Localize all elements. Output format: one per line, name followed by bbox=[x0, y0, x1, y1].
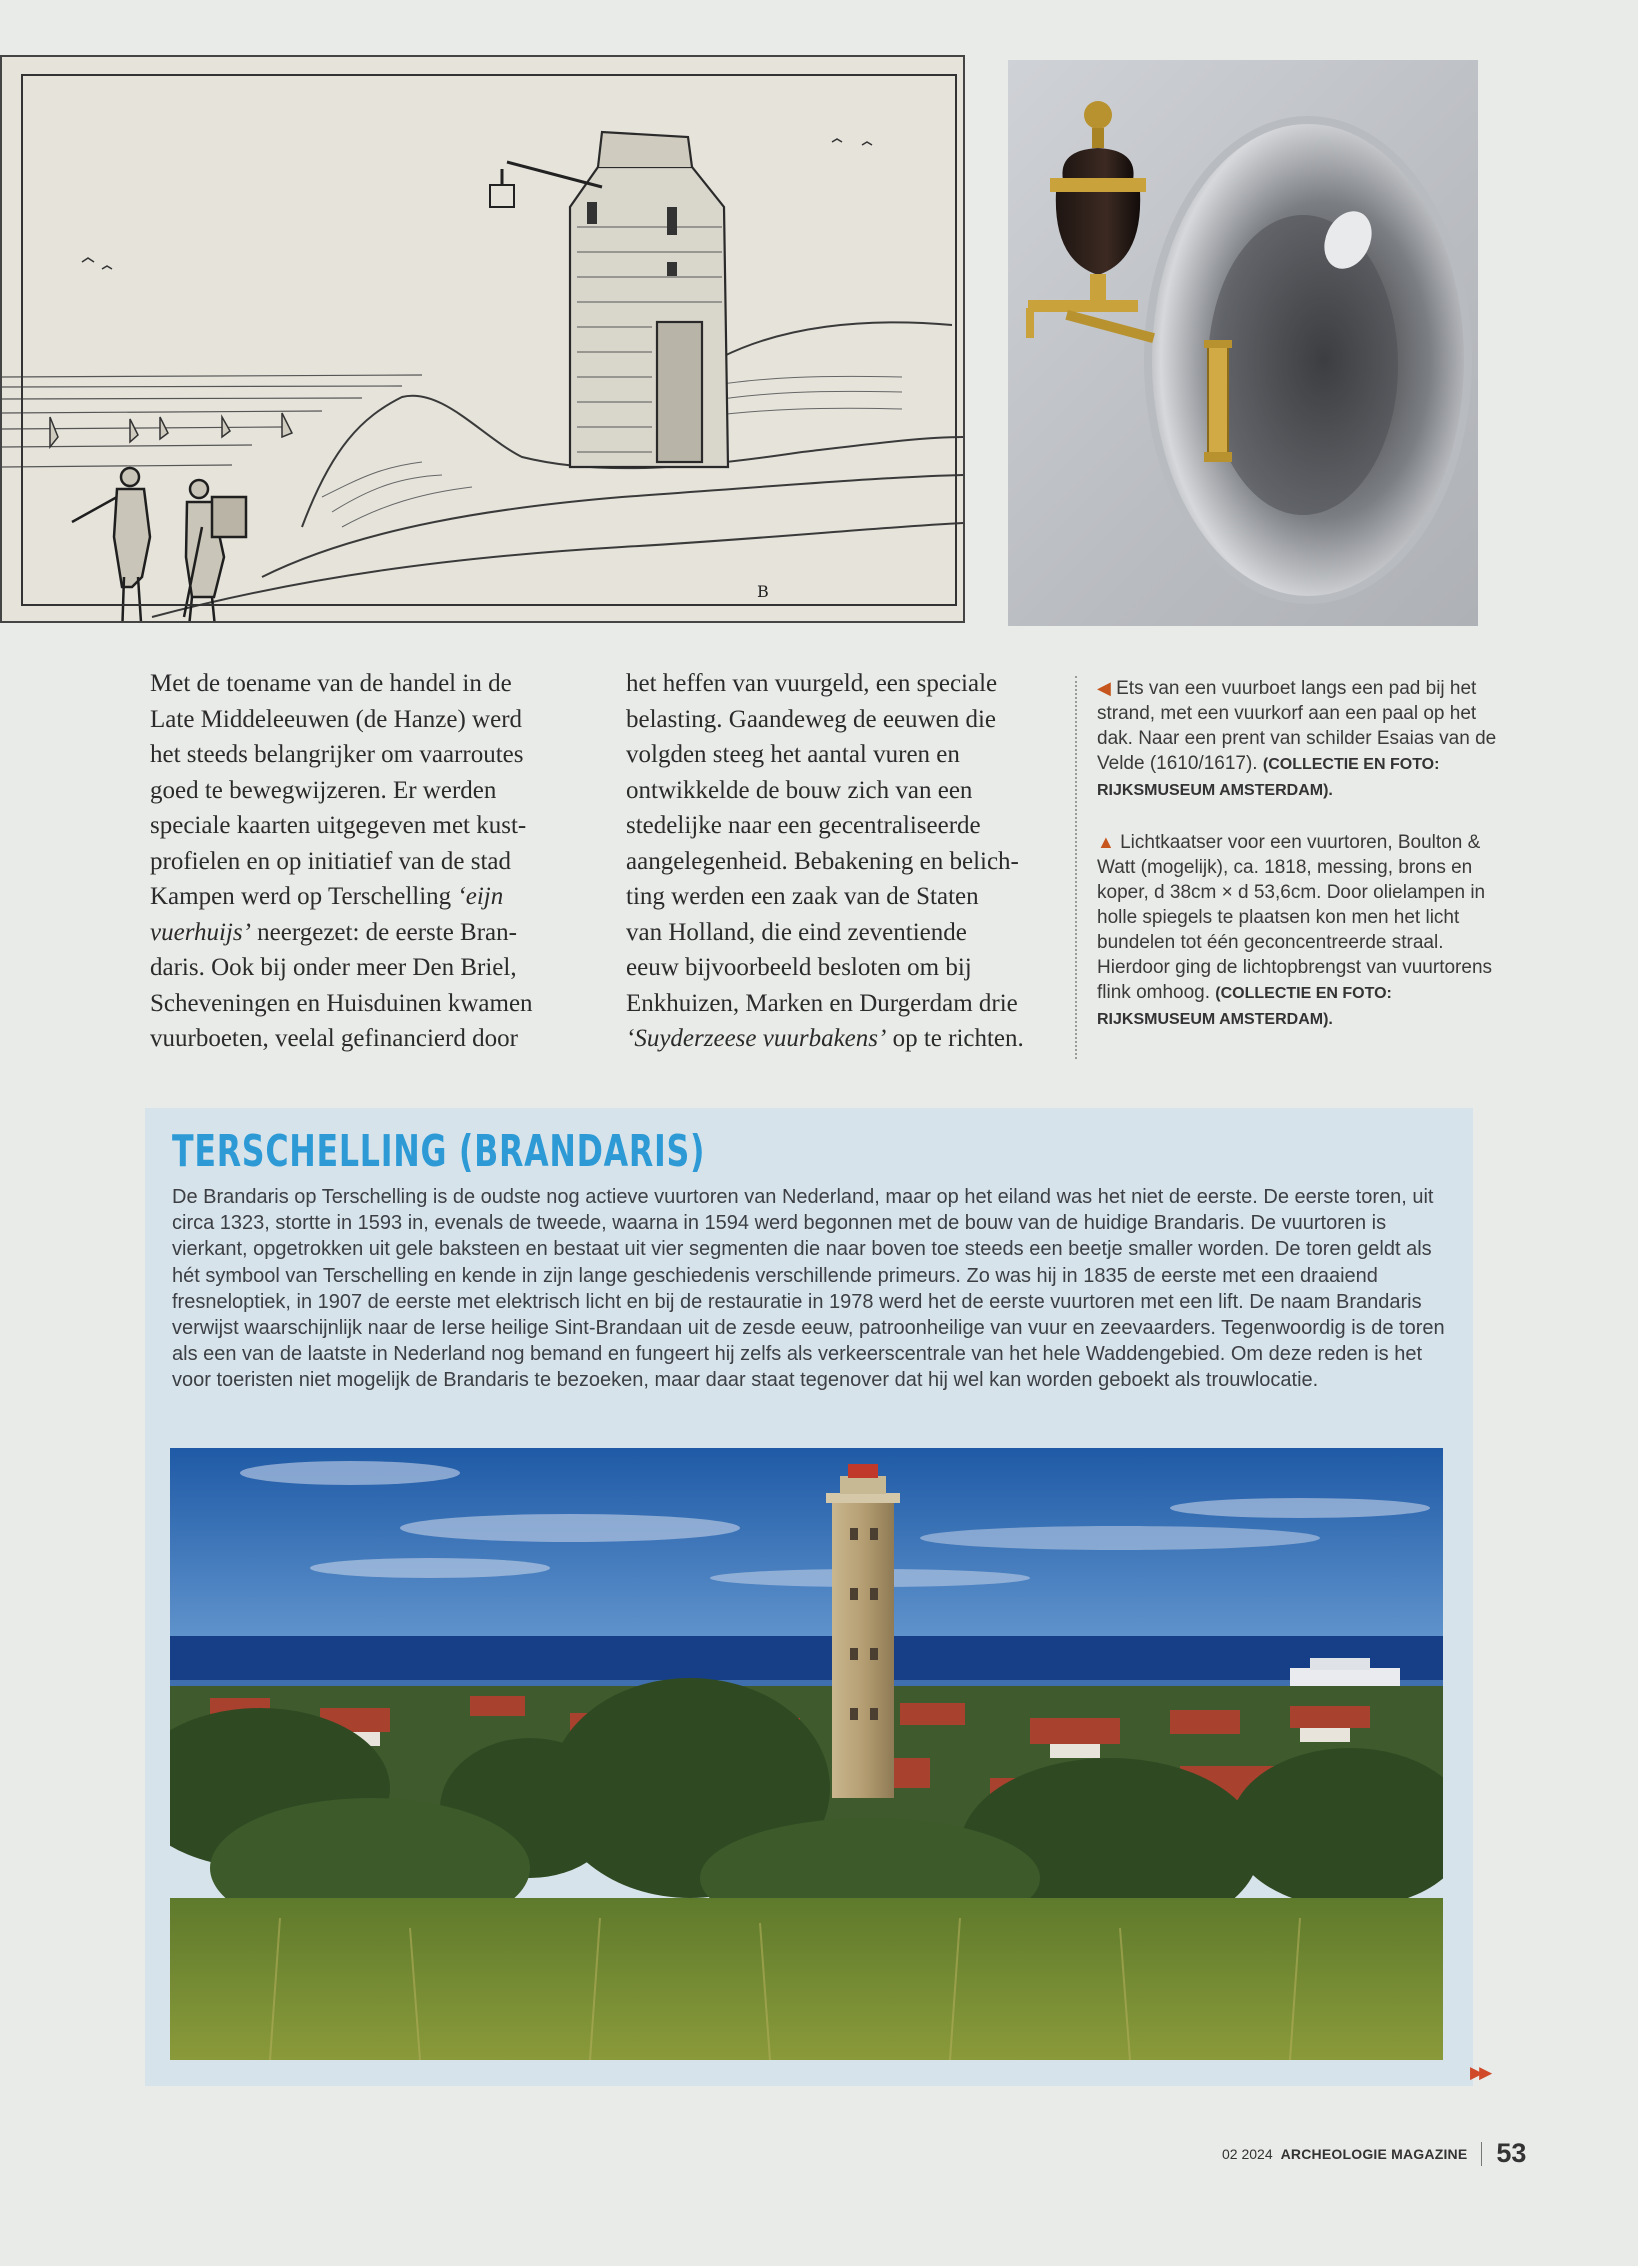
footer-divider bbox=[1481, 2142, 1482, 2166]
box-title: TERSCHELLING (BRANDARIS) bbox=[172, 1126, 706, 1177]
continue-arrows-icon: ▶▶ bbox=[1470, 2063, 1489, 2083]
body-emphasis: vuerhuijs’ bbox=[150, 918, 251, 946]
box-text: De Brandaris op Terschelling is de oudste nog actieve vuurtoren van Nederland, maar op het eiland was het niet de eerste. De eerste toren, uit circa 1323, stortte in 1593 in, evenals de tweede, waarna in 1594 werd begonnen met de bouw van de huidige Brandaris. De vuurtoren is vierkant, opgetrokken uit gele baksteen en bestaat uit vier segmenten die naar boven toe steeds een beetje smaller worden. De toren geldt als hét symbool van Terschelling en kende in zijn lange geschiedenis verschillende primeurs. Zo was hij in 1835 de eerste met een draaiend fresneloptiek, in 1907 de eerste met elektrisch licht en bij de restauratie in 1978 werd het de eerste vuurtoren met een lift. De naam Brandaris verwijst waarschijnlijk naar de Ierse heilige Sint-Brandaan uit de zesde eeuw, patroonheilige van vuur en zeevaarders. Tegenwoordig is de toren als een van de laatste in Nederland nog bemand en fungeert hij zelfs als verkeerscentrale van het hele Waddengebied. Om deze reden is het voor toeristen niet mogelijk de Brandaris te bezoeken, maar daar staat tegenover dat hij wel kan worden geboekt als trouwlocatie. bbox=[172, 1186, 1445, 1392]
body-line: volgden steeg het aantal vuren en bbox=[626, 741, 960, 768]
sidebar-box bbox=[145, 1108, 1473, 2086]
reflector-lamp-illustration bbox=[1008, 60, 1478, 626]
body-line: stedelijke naar een gecentraliseerde bbox=[626, 812, 981, 839]
reflector-lamp-photo bbox=[1008, 60, 1478, 626]
body-text-column-1 bbox=[150, 666, 590, 1057]
body-line: daris. Ook bij onder meer Den Briel, bbox=[150, 954, 517, 981]
image-captions bbox=[1075, 676, 1507, 1059]
brandaris-photo bbox=[170, 1448, 1443, 2060]
etching-image bbox=[0, 55, 965, 623]
brandaris-landscape bbox=[170, 1448, 1443, 2060]
body-text-column-2 bbox=[626, 666, 1066, 1057]
caption-text: Ets van een vuurboet langs een pad bij het strand, met een vuurkorf aan een paal op het dak. Naar een prent van schilder Esaias van de Velde (1610/1617). bbox=[1097, 678, 1497, 774]
body-line: goed te bewegwijzeren. Er werden bbox=[150, 776, 497, 804]
body-line: Kampen werd op Terschelling bbox=[150, 883, 452, 910]
body-line: Scheveningen en Huisduinen kwamen bbox=[150, 989, 533, 1017]
body-line: aangelegenheid. Bebakening en belich- bbox=[626, 847, 1019, 875]
body-line: vuurboeten, veelal gefinancierd door bbox=[150, 1025, 518, 1052]
body-line: het steeds belangrijker om vaarroutes bbox=[150, 741, 524, 768]
caption-etching bbox=[1097, 676, 1507, 803]
body-line: ting werden een zaak van de Staten bbox=[626, 883, 979, 910]
body-line: ontwikkelde de bouw zich van een bbox=[626, 776, 973, 804]
caption-credit: (COLLECTIE EN FOTO: RIJKSMUSEUM AMSTERDAM). bbox=[1097, 985, 1392, 1028]
caption-text: Lichtkaatser voor een vuurtoren, Boulton & Watt (mogelijk), ca. 1818, messing, brons en koper, d 38cm × d 53,6cm. Door olielampen in holle spiegels te plaatsen kon men het licht bundelen tot één geconcentreerde straal. Hierdoor ging de lichtopbrengst van vuurtorens flink omhoog. bbox=[1097, 832, 1493, 1003]
etching-signature: B bbox=[757, 582, 769, 601]
left-triangle-icon: ◀ bbox=[1097, 678, 1111, 698]
body-line: Late Middeleeuwen (de Hanze) werd bbox=[150, 705, 523, 733]
body-line: Met de toename van de handel in de bbox=[150, 670, 512, 697]
up-triangle-icon: ▲ bbox=[1097, 832, 1115, 852]
body-line: profielen en op initiatief van de stad bbox=[150, 847, 511, 875]
body-line: het heffen van vuurgeld, een speciale bbox=[626, 670, 998, 697]
magazine-name: ARCHEOLOGIE MAGAZINE bbox=[1280, 2145, 1468, 2162]
page-footer bbox=[1222, 2138, 1526, 2169]
etching-illustration bbox=[2, 57, 963, 621]
caption-credit: (COLLECTIE EN FOTO: RIJKSMUSEUM AMSTERDAM). bbox=[1097, 756, 1440, 799]
body-line: op te richten. bbox=[886, 1025, 1024, 1052]
body-line: speciale kaarten uitgegeven met kust- bbox=[150, 812, 527, 839]
body-line: belasting. Gaandeweg de eeuwen die bbox=[626, 705, 996, 733]
body-line: Enkhuizen, Marken en Durgerdam drie bbox=[626, 989, 1018, 1017]
body-line: neergezet: de eerste Bran- bbox=[250, 918, 517, 946]
body-line: eeuw bijvoorbeeld besloten om bij bbox=[626, 954, 972, 981]
issue-label: 02 2024 bbox=[1222, 2145, 1273, 2162]
body-emphasis: ‘Suyderzeese vuurbakens’ bbox=[626, 1025, 887, 1052]
body-emphasis: ‘eijn bbox=[457, 883, 504, 910]
page-number: 53 bbox=[1496, 2138, 1527, 2168]
body-line: van Holland, die eind zeventiende bbox=[626, 918, 967, 946]
caption-reflector bbox=[1097, 830, 1507, 1032]
